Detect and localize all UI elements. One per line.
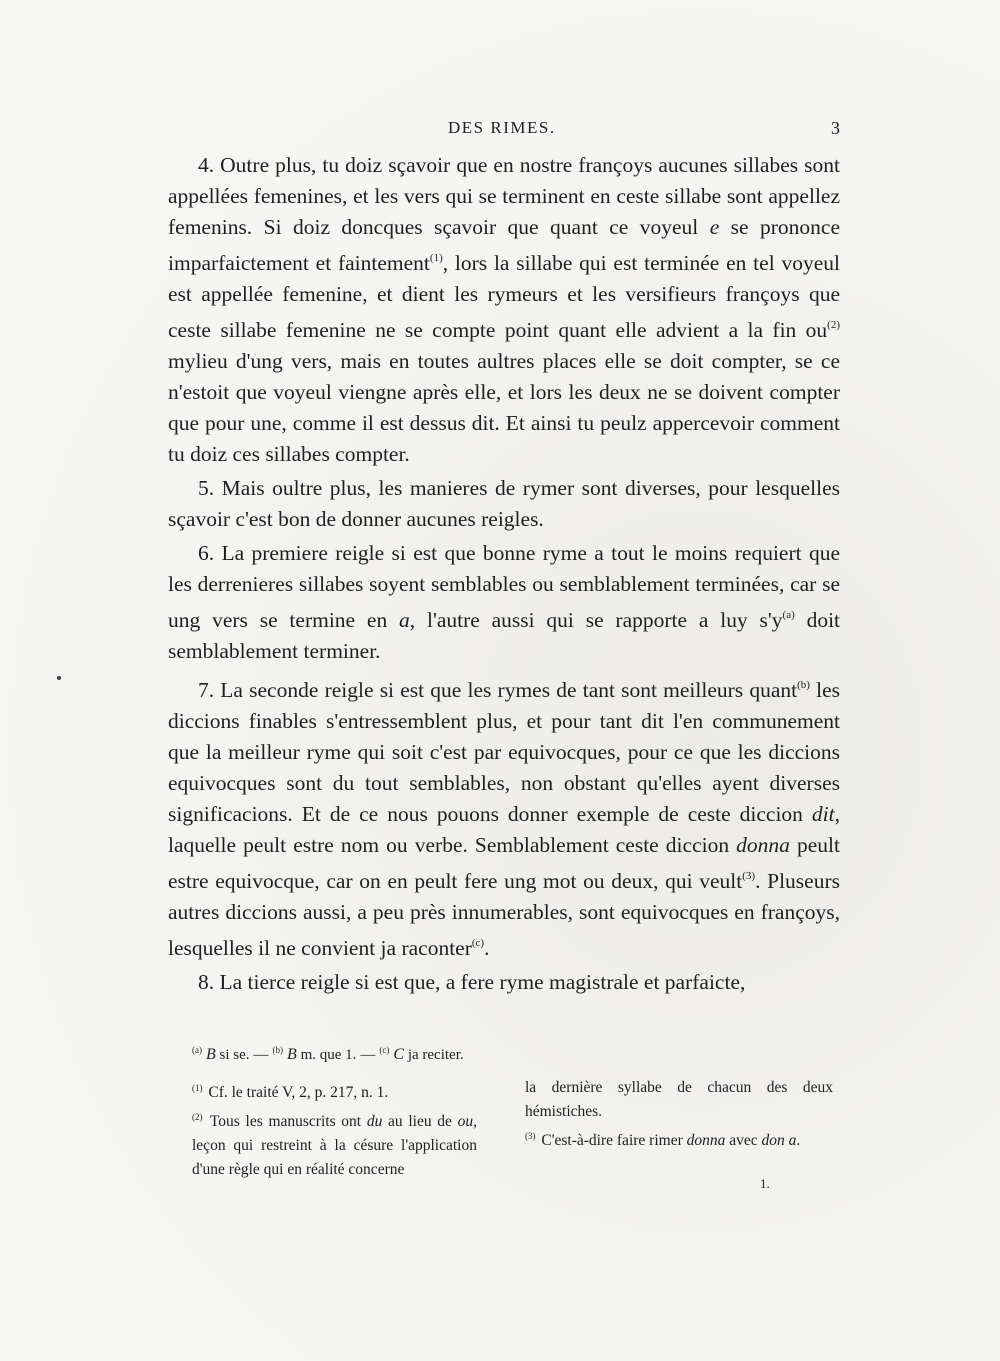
text-run: doit semblablement terminer. bbox=[168, 608, 841, 663]
variant-mark: (a) bbox=[192, 1045, 202, 1055]
manuscript-siglum: C bbox=[389, 1046, 405, 1063]
note-call-mark: (1) bbox=[429, 252, 443, 264]
text-run: Mais oultre plus, les manieres de rymer sont diverses, pour lesquelles sçavoir c'est bon de donner aucunes reigles. bbox=[168, 476, 840, 531]
paragraph-number: 8. bbox=[198, 970, 215, 994]
footnote-2-continued: la dernière syllabe de chacun des deux hémistiches. bbox=[525, 1079, 833, 1120]
variant-reading: si se. bbox=[215, 1047, 250, 1063]
paragraph-4 bbox=[168, 150, 840, 470]
text-run: Tous les manuscrits ont bbox=[209, 1113, 367, 1130]
signature-mark: 1. bbox=[760, 1176, 770, 1191]
footnotes bbox=[192, 1076, 832, 1186]
text-run: avec bbox=[725, 1132, 762, 1149]
text-run: , leçon qui restreint à la césure l'application d'une règle qui en réalité concerne bbox=[192, 1113, 477, 1178]
note-call-mark: (c) bbox=[471, 937, 485, 949]
text-run: La premiere reigle si est que bonne ryme a tout le moins requiert que les derrenieres sillabes soyent semblables ou semblablement terminées, car se ung vers se termine en bbox=[168, 541, 840, 632]
variant-mark: (c) bbox=[379, 1045, 390, 1055]
variant-mark: (b) bbox=[272, 1045, 284, 1055]
italic-word: e bbox=[709, 215, 720, 239]
italic-word: donna bbox=[736, 833, 790, 857]
body-text bbox=[168, 150, 840, 998]
stray-mark bbox=[57, 676, 61, 680]
italic-word: a bbox=[399, 608, 410, 632]
text-run: , l'autre aussi qui se rapporte a luy s'y bbox=[409, 608, 783, 632]
footnote-2-mark: (2) bbox=[192, 1112, 203, 1122]
text-run: . Pluseurs autres diccions aussi, a peu près innumerables, sont equivocques en françoys, lesquelles il ne convient ja raconter bbox=[168, 869, 840, 960]
variant-separator: — bbox=[360, 1047, 376, 1063]
italic-word: dit bbox=[811, 802, 835, 826]
text-run: C'est-à-dire faire rimer bbox=[541, 1132, 687, 1149]
text-run: , lors la sillabe qui est terminée en tel voyeul est appellée femenine, et dient les rymeurs et les versifieurs françoys que ceste sillabe femenine ne se compte point quant elle advient a la fin ou bbox=[168, 251, 840, 342]
variant-reading: ja reciter. bbox=[404, 1047, 464, 1063]
paragraph-number: 6. bbox=[198, 541, 215, 565]
footnote-1 bbox=[192, 1076, 477, 1105]
variant-separator: — bbox=[253, 1047, 269, 1063]
text-run: La seconde reigle si est que les rymes de tant sont meilleurs quant bbox=[214, 678, 798, 702]
manuscript-siglum: B bbox=[202, 1046, 216, 1063]
italic-word: donna bbox=[686, 1132, 726, 1149]
paragraph-number: 4. bbox=[198, 153, 215, 177]
text-run: . bbox=[484, 936, 490, 960]
text-run: . bbox=[796, 1132, 801, 1149]
note-call-mark: (2) bbox=[827, 319, 840, 331]
footnotes-left-column bbox=[192, 1076, 477, 1182]
italic-word: ou bbox=[457, 1113, 474, 1130]
text-run: peult estre equivocque, car on en peult fere ung mot ou deux, qui veult bbox=[168, 833, 840, 893]
paragraph-number: 5. bbox=[198, 476, 215, 500]
footnote-1-text: Cf. le traité V, 2, p. 217, n. 1. bbox=[204, 1084, 389, 1101]
running-title: DES RIMES. bbox=[448, 118, 556, 137]
text-run: Outre plus, tu doiz sçavoir que en nostre françoys aucunes sillabes sont appellées femenines, et les vers qui se terminent en ceste sillabe sont appellez femenins. Si doiz doncques sçavoir que quant ce voyeul bbox=[168, 153, 840, 239]
variant-reading: m. que 1. bbox=[296, 1047, 357, 1063]
note-call-mark: (a) bbox=[782, 609, 795, 621]
paragraph-7 bbox=[168, 670, 840, 964]
text-run: les diccions finables s'entressemblent plus, et pour tant dit l'en communement que la meilleur ryme qui soit c'est par equivocques, pour ce que les diccions equivocques sont du tout semblables, non obstant qu'elles ayent diverses significacions. Et de ce nous pouons donner exemple de ceste diccion bbox=[168, 678, 840, 826]
text-run: au lieu de bbox=[382, 1113, 458, 1130]
paragraph-6 bbox=[168, 538, 840, 667]
italic-word: don a bbox=[761, 1132, 797, 1149]
footnote-2 bbox=[192, 1105, 477, 1182]
page-number: 3 bbox=[831, 118, 840, 138]
footnote-3-mark: (3) bbox=[525, 1131, 536, 1141]
manuscript-siglum: B bbox=[283, 1046, 297, 1063]
note-call-mark: (b) bbox=[797, 679, 810, 691]
note-call-mark: (3) bbox=[742, 870, 756, 882]
paragraph-number: 7. bbox=[198, 678, 215, 702]
text-run: , laquelle peult estre nom ou verbe. Semblablement ceste diccion bbox=[168, 802, 840, 857]
text-run: mylieu d'ung vers, mais en toutes aultres places elle se doit compter, se ce n'estoit que voyeul viengne après elle, et lors les deux ne se doivent compter que pour une, comme il est dessus dit. Et ainsi tu peulz appercevoir comment tu doiz ces sillabes compter. bbox=[168, 349, 840, 466]
text-run: se prononce imparfaictement et faintement bbox=[168, 215, 840, 275]
paragraph-8 bbox=[168, 967, 840, 998]
paragraph-5 bbox=[168, 473, 840, 535]
text-run: La tierce reigle si est que, a fere ryme magistrale et parfaicte, bbox=[214, 970, 746, 994]
running-head bbox=[168, 118, 840, 142]
footnote-3 bbox=[525, 1124, 833, 1153]
variant-notes bbox=[192, 1040, 832, 1065]
italic-word: du bbox=[366, 1113, 383, 1130]
footnote-1-mark: (1) bbox=[192, 1083, 203, 1093]
footnotes-right-column bbox=[525, 1076, 833, 1153]
